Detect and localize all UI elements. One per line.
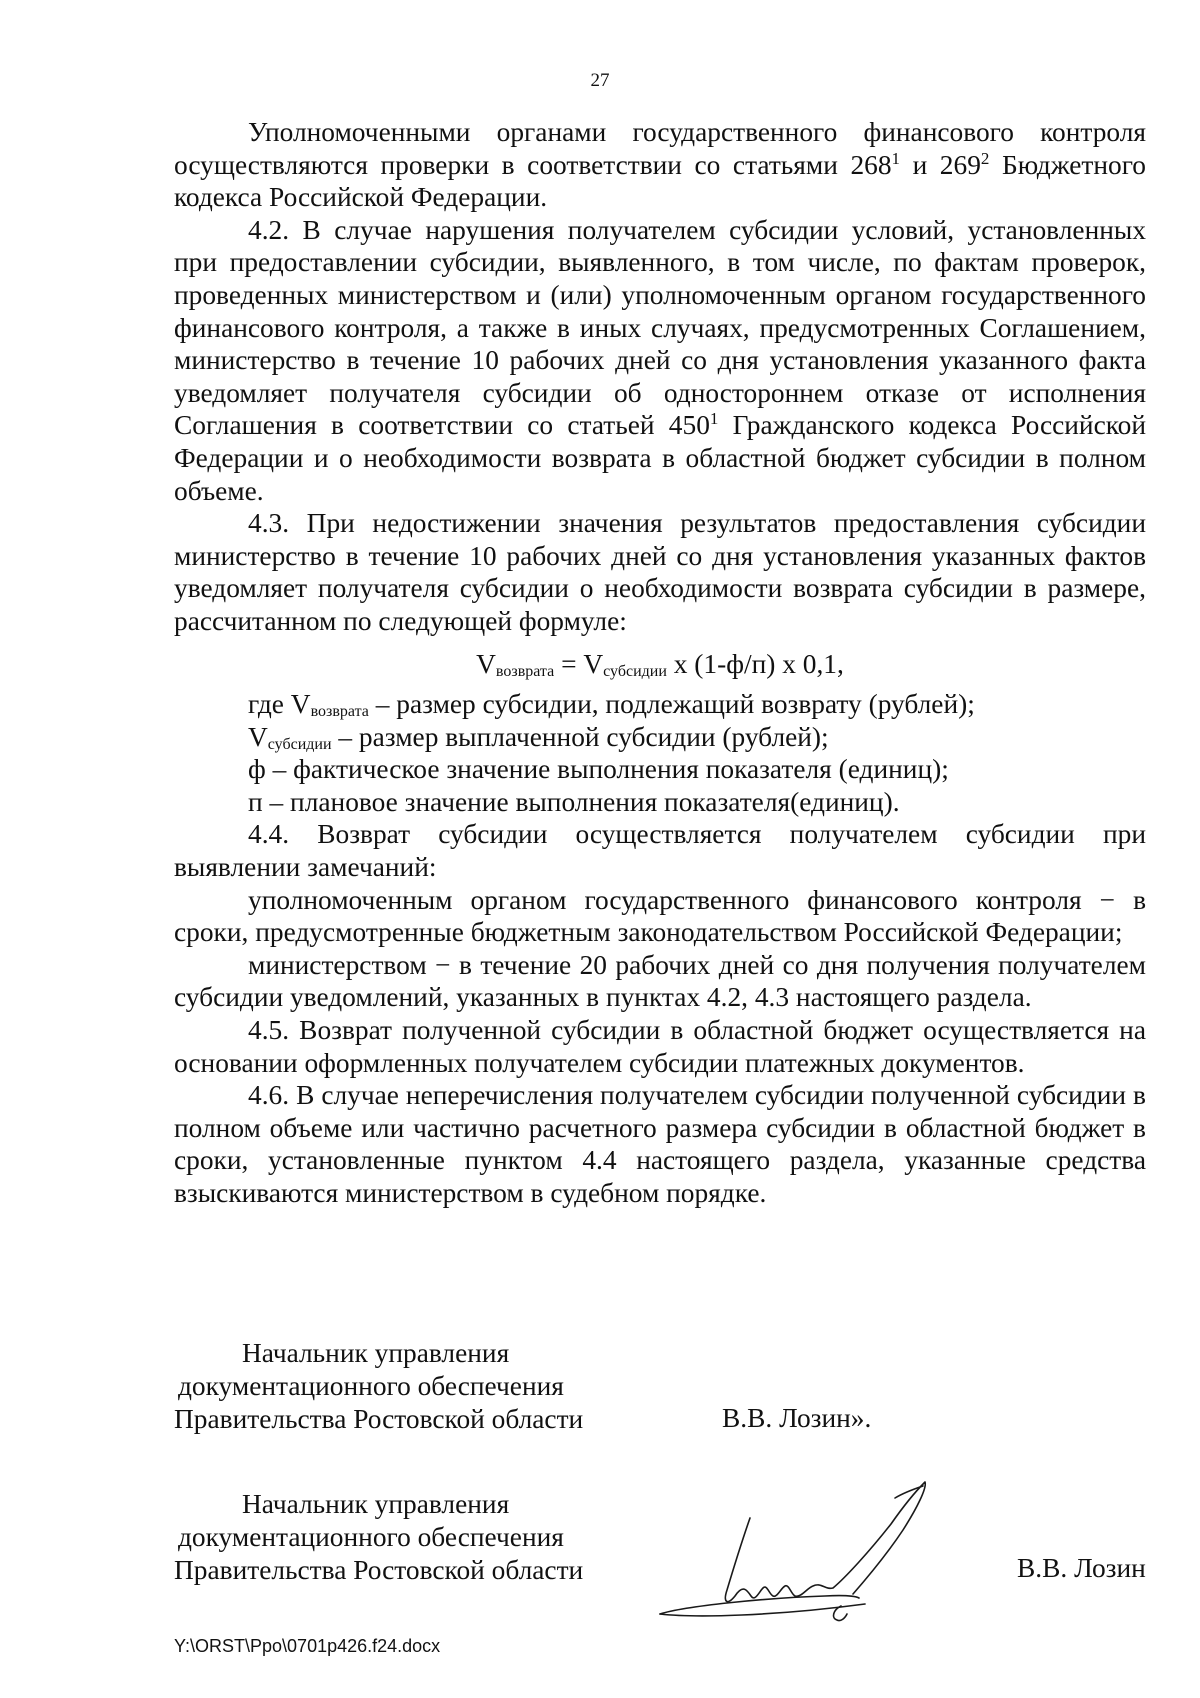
signatory-name-2: В.В. Лозин	[1017, 1553, 1146, 1583]
formula-legend-actual: ф – фактическое значение выполнения показателя (единиц);	[248, 754, 949, 785]
handwritten-signature	[655, 1478, 995, 1648]
paragraph-4-3: 4.3. При недостижении значения результатов предоставления субсидии министерство в течение 10 рабочих дней со дня установления указанных фактов уведомляет получателя субсидии о необходимости возврата субсидии в размере, рассчитанном по следующей формуле:	[174, 508, 1146, 636]
paragraph-4-4-control-body: уполномоченным органом государственного финансового контроля − в сроки, предусмотренные бюджетным законодательством Российской Федерации;	[174, 884, 1146, 948]
paragraph-audit: Уполномоченными органами государственного финансового контроля осуществляются проверки в соответствии со статьями $268^1$ и $269^2$ Бюджетного кодекса Российской Федерации.	[174, 117, 1146, 213]
paragraph-4-2: 4.2. В случае нарушения получателем субсидии условий, установленных при предоставлении субсидии, выявленного, в том числе, по фактам проверок, проведенных министерством и (или) уполномоченным органом государственного финансового контроля, а также в иных случаях, предусмотренных Соглашением, министерство в течение 10 рабочих дней со дня установления указанного факта уведомляет получателя субсидии об одностороннем отказе от исполнения Соглашения в соответствии со статьей $450^1$ Гражданского кодекса Российской Федерации и о необходимости возврата в областной бюджет субсидии в полном объеме.	[174, 214, 1146, 506]
signatory-name-1: В.В. Лозин».	[722, 1403, 872, 1433]
return-formula: $V_{возврата} = V_{субсидии}$ x (1-ф/п) x 0,1,	[476, 648, 844, 680]
footer-file-path: Y:\ORST\Ppo\0701p426.f24.docx	[174, 1636, 441, 1656]
formula-legend-v-return: где $V_{возврата}$ – размер субсидии, подлежащий возврату (рублей);	[248, 689, 975, 721]
paragraph-4-5: 4.5. Возврат полученной субсидии в областной бюджет осуществляется на основании оформленных получателем субсидии платежных документов.	[174, 1015, 1146, 1078]
page-number: 27	[590, 70, 610, 91]
paragraph-4-4-ministry: министерством − в течение 20 рабочих дней со дня получения получателем субсидии уведомлений, указанных в пунктах 4.2, 4.3 настоящего раздела.	[174, 949, 1146, 1013]
formula-legend-v-subsidy: $V_{субсидии}$ – размер выплаченной субсидии (рублей);	[248, 721, 829, 753]
paragraph-4-6: 4.6. В случае неперечисления получателем субсидии полученной субсидии в полном объеме или частично расчетного размера субсидии в областной бюджет в сроки, установленные пунктом 4.4 настоящего раздела, указанные средства взыскиваются министерством в судебном порядке.	[174, 1080, 1146, 1208]
document-body	[174, 116, 1146, 1210]
signature-block-title-2: Начальник управления документационного обеспечения Правительства Ростовской области	[174, 1489, 584, 1585]
paragraph-4-4: 4.4. Возврат субсидии осуществляется получателем субсидии при выявлении замечаний:	[174, 819, 1146, 883]
formula-legend-planned: п – плановое значение выполнения показателя(единиц).	[248, 786, 900, 817]
signature-block-title-1: Начальник управления документационного обеспечения Правительства Ростовской области	[174, 1338, 584, 1434]
